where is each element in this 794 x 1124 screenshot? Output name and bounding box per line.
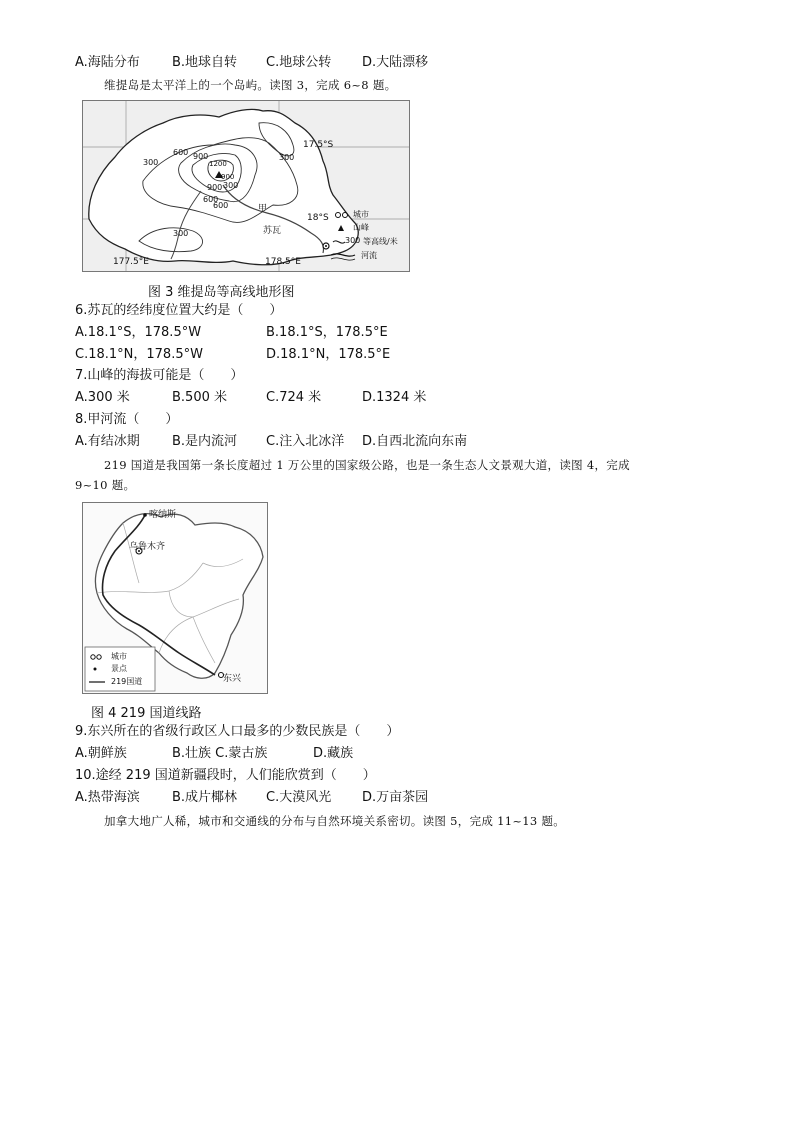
q5-option-b: B.地球自转 <box>172 55 238 70</box>
q9-option-d: D.藏族 <box>313 746 354 761</box>
contour-label: 900 <box>207 183 223 192</box>
scenic-spot-icon <box>143 513 147 517</box>
fig3-caption: 图 3 维提岛等高线地形图 <box>148 285 295 300</box>
q10-option-c: C.大漠风光 <box>266 790 332 805</box>
contour-label: 300 <box>223 181 239 190</box>
q5-option-a: A.海陆分布 <box>75 55 140 70</box>
legend-peak: 山峰 <box>353 223 369 232</box>
q9-stem: 9.东兴所在的省级行政区人口最多的少数民族是（ ） <box>75 724 400 739</box>
contour-label: 300 <box>173 229 189 238</box>
fig3-svg <box>83 101 409 271</box>
lon-label: 178.5°E <box>265 257 301 267</box>
q9-option-a: A.朝鲜族 <box>75 746 127 761</box>
legend-river: 河流 <box>361 251 377 260</box>
q8-option-b: B.是内流河 <box>172 434 238 449</box>
contour-label: 900 <box>221 173 235 181</box>
fig4-caption: 图 4 219 国道线路 <box>91 706 202 721</box>
legend-city: 城市 <box>353 210 369 219</box>
q6-stem: 6.苏瓦的经纬度位置大约是（ ） <box>75 303 283 318</box>
lon-label: 177.5°E <box>113 257 149 267</box>
lat-label: 18°S <box>307 213 329 223</box>
intro-9-10-line1: 219 国道是我国第一条长度超过 1 万公里的国家级公路，也是一条生态人文景观大道，读图 4，完成 <box>104 458 630 472</box>
q10-option-d: D.万亩茶园 <box>362 790 429 805</box>
contour-label: 900 <box>193 152 209 161</box>
q7-option-b: B.500 米 <box>172 390 227 405</box>
q5-option-c: C.地球公转 <box>266 55 332 70</box>
q7-option-a: A.300 米 <box>75 390 130 405</box>
q8-option-d: D.自西北流向东南 <box>362 434 468 449</box>
fig3-map <box>82 100 410 272</box>
q8-option-c: C.注入北冰洋 <box>266 434 345 449</box>
q6-option-d: D.18.1°N，178.5°E <box>266 347 391 362</box>
q6-option-a: A.18.1°S，178.5°W <box>75 325 202 340</box>
contour-label: 600 <box>173 148 189 157</box>
intro-6-8: 维提岛是太平洋上的一个岛屿。读图 3，完成 6~8 题。 <box>104 78 397 92</box>
q6-option-c: C.18.1°N，178.5°W <box>75 347 203 362</box>
legend-route: 219国道 <box>111 677 143 686</box>
contour-label: 600 <box>203 195 219 204</box>
legend-city: 城市 <box>111 652 127 661</box>
q10-option-b: B.成片椰林 <box>172 790 238 805</box>
contour-label: 1200 <box>209 160 227 168</box>
place-urumqi: 乌鲁木齐 <box>129 542 166 552</box>
q10-stem: 10.途经 219 国道新疆段时，人们能欣赏到（ ） <box>75 768 376 783</box>
place-kanas: 喀纳斯 <box>149 510 177 520</box>
intro-9-10-line2: 9~10 题。 <box>75 478 136 492</box>
contour-label: 300 <box>279 153 295 162</box>
contour-label: 300 <box>143 158 159 167</box>
legend-contour: 等高线/米 <box>363 237 398 246</box>
river-label-jia: 甲 <box>258 204 268 214</box>
q5-option-d: D.大陆漂移 <box>362 55 429 70</box>
intro-11-13: 加拿大地广人稀，城市和交通线的分布与自然环境关系密切。读图 5，完成 11~13 题。 <box>104 814 566 828</box>
city-label-suva: 苏瓦 <box>263 226 282 236</box>
q8-stem: 8.甲河流（ ） <box>75 412 179 427</box>
contour-label: 600 <box>213 201 229 210</box>
q6-option-b: B.18.1°S，178.5°E <box>266 325 388 340</box>
q7-stem: 7.山峰的海拔可能是（ ） <box>75 368 244 383</box>
q9-option-bc: B.壮族 C.蒙古族 <box>172 746 268 761</box>
fig4-map <box>82 502 268 694</box>
q7-option-c: C.724 米 <box>266 390 322 405</box>
legend-contour-value: 300 <box>345 236 361 245</box>
lat-label: 17.5°S <box>303 140 334 150</box>
legend-scenic: 景点 <box>111 664 127 673</box>
q10-option-a: A.热带海滨 <box>75 790 140 805</box>
q7-option-d: D.1324 米 <box>362 390 427 405</box>
q8-option-a: A.有结冰期 <box>75 434 140 449</box>
place-dongxing: 东兴 <box>223 674 242 684</box>
